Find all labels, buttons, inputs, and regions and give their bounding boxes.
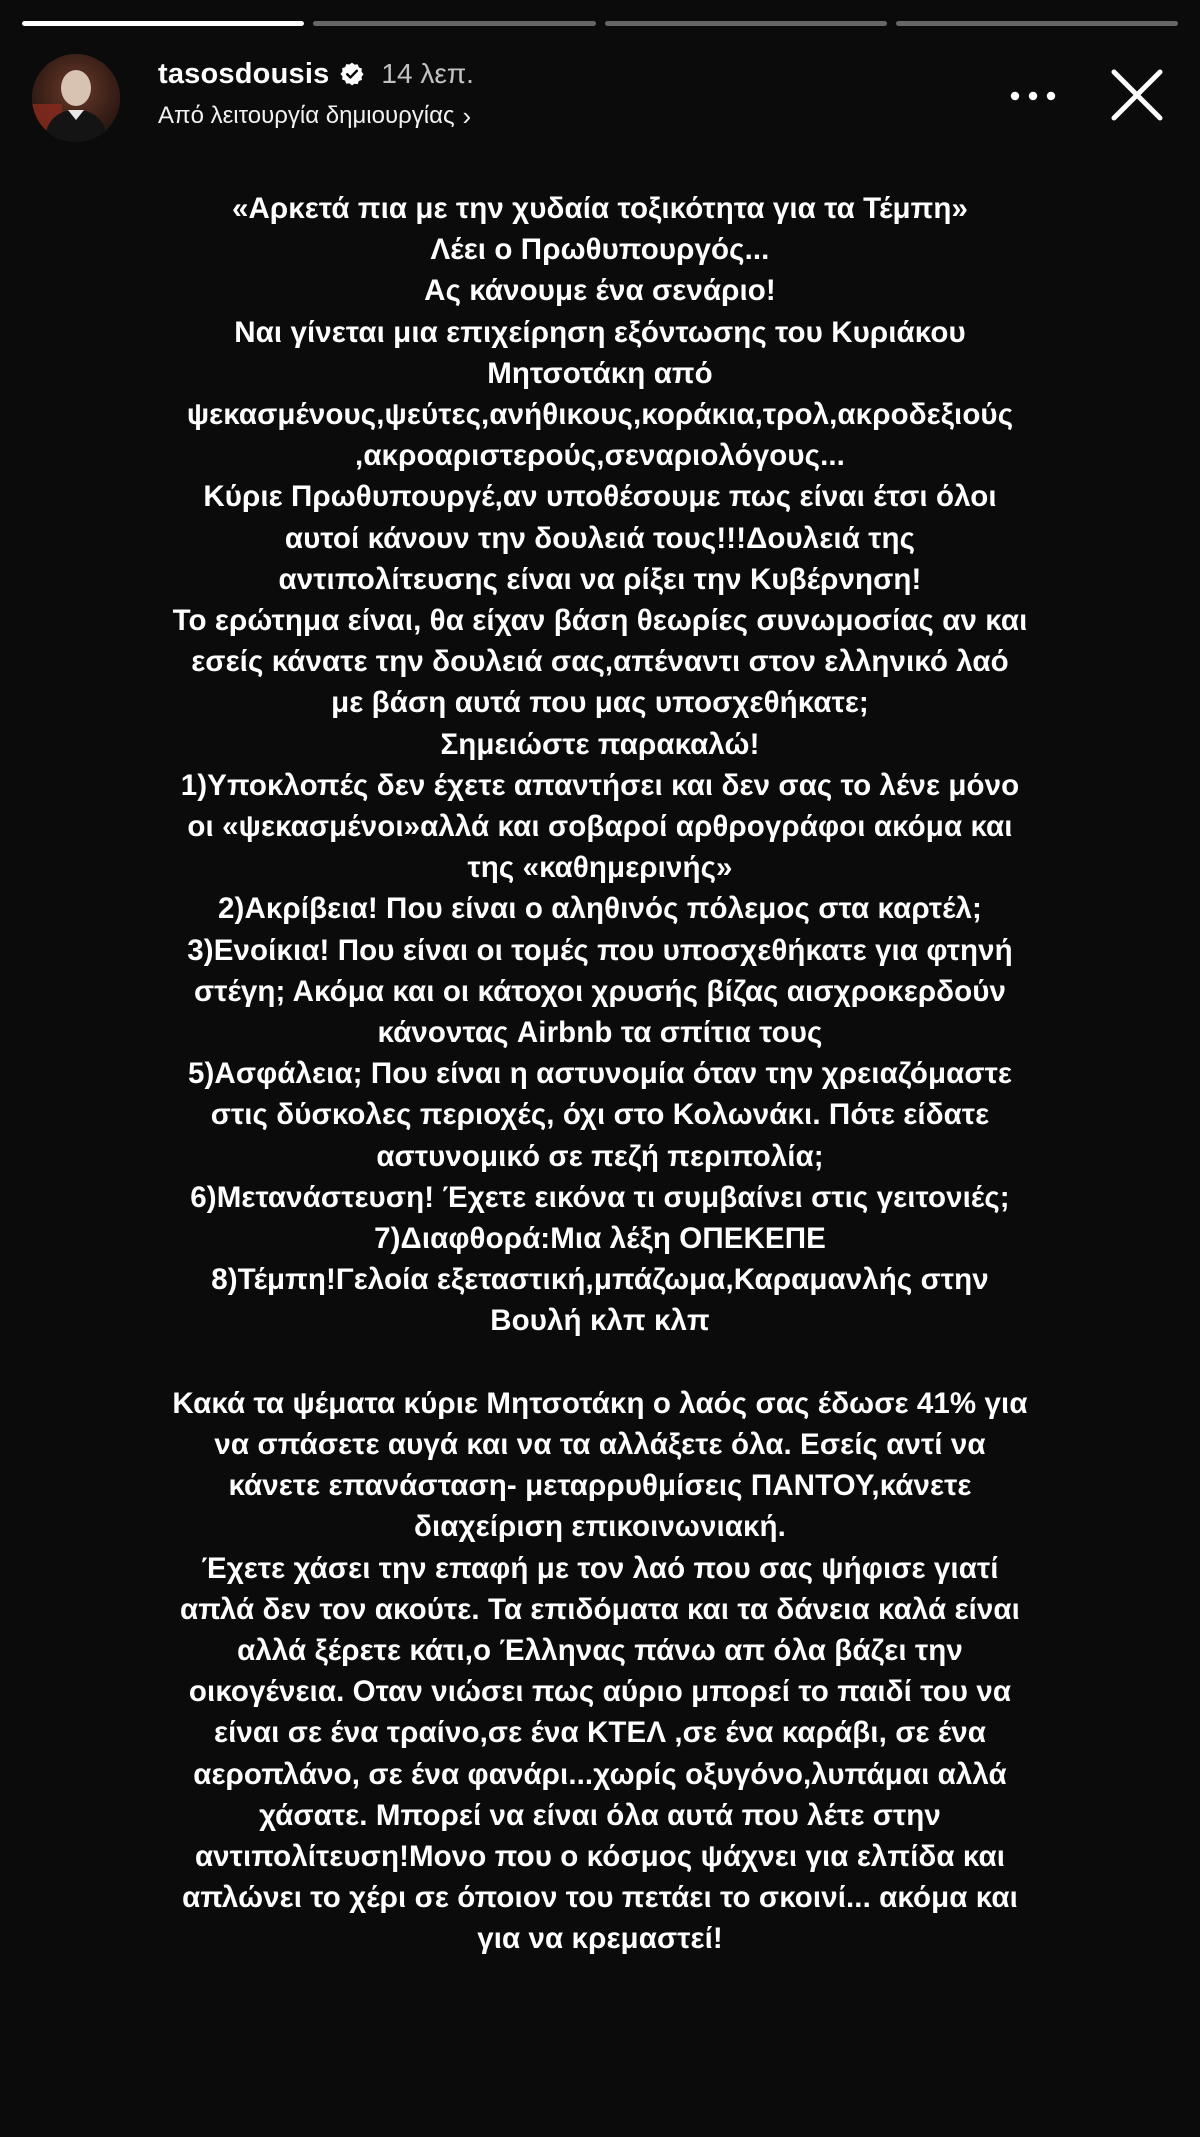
verified-badge-icon: [339, 61, 365, 87]
text-block-1: [70, 188, 1130, 1342]
more-horizontal-icon: [1010, 91, 1056, 101]
text-line: Βουλή κλπ κλπ: [490, 1304, 710, 1338]
text-line: στις δύσκολες περιοχές, όχι στο Κολωνάκι. Πότε είδατε: [210, 1098, 990, 1132]
creator-mode-link[interactable]: [158, 102, 474, 130]
text-line: διαχείριση επικοινωνιακή.: [414, 1510, 786, 1544]
text-line: Έχετε χάσει την επαφή με τον λαό που σας ψήφισε γιατί: [201, 1551, 999, 1585]
text-line: αντιπολίτευση!Μονο που ο κόσμος ψάχνει για ελπίδα και: [194, 1839, 1006, 1873]
close-button[interactable]: [1104, 62, 1170, 128]
paragraph-spacer: [70, 1342, 1130, 1383]
username[interactable]: tasosdousis: [158, 57, 330, 90]
text-line: 6)Μετανάστευση! Έχετε εικόνα τι συμβαίνει στις γειτονιές;: [190, 1180, 1010, 1214]
progress-segment: [22, 21, 304, 26]
text-line: χάσατε. Μπορεί να είναι όλα αυτά που λέτε στην: [259, 1798, 941, 1832]
story-progress-bar: [22, 21, 1178, 26]
chevron-right-icon: ›: [462, 101, 472, 131]
text-line: Σημειώστε παρακαλώ!: [440, 727, 760, 761]
text-line: απλώνει το χέρι σε όποιον του πετάει το σκοινί... ακόμα και: [182, 1881, 1018, 1915]
text-line: αυτοί κάνουν την δουλειά τους!!!Δουλειά της: [284, 521, 916, 555]
story-header: [32, 50, 1178, 140]
text-line: Ας κάνουμε ένα σενάριο!: [424, 274, 776, 308]
text-line: οι «ψεκασμένοι»αλλά και σοβαροί αρθρογράφοι ακόμα και: [187, 810, 1013, 844]
text-line: ψεκασμένους,ψεύτες,ανήθικους,κοράκια,τρολ,ακροδεξιούς: [186, 398, 1014, 432]
time-ago: 14 λεπ.: [381, 58, 474, 89]
text-line: απλά δεν τον ακούτε. Τα επιδόματα και τα δάνεια καλά είναι: [180, 1592, 1020, 1626]
text-line: «Αρκετά πια με την χυδαία τοξικότητα για τα Τέμπη»: [232, 192, 968, 225]
text-line: Μητσοτάκη από: [487, 356, 713, 390]
progress-segment: [313, 21, 595, 26]
text-line: 5)Ασφάλεια; Που είναι η αστυνομία όταν την χρειαζόμαστε: [187, 1057, 1012, 1091]
close-icon: [1104, 62, 1170, 128]
text-line: Κακά τα ψέματα κύριε Μητσοτάκη ο λαός σας έδωσε 41% για: [172, 1386, 1028, 1420]
text-line: οικογένεια. Οταν νιώσει πως αύριο μπορεί το παιδί του να: [188, 1675, 1012, 1709]
text-line: 7)Διαφθορά:Μια λέξη ΟΠΕΚΕΠΕ: [374, 1222, 826, 1256]
text-line: αντιπολίτευσης είναι να ρίξει την Κυβέρνηση!: [278, 562, 922, 596]
user-info: [158, 54, 474, 130]
more-options-button[interactable]: [1003, 78, 1063, 114]
text-line: κάνοντας Airbnb τα σπίτια τους: [377, 1016, 823, 1050]
text-line: 8)Τέμπη!Γελοία εξεταστική,μπάζωμα,Καραμανλής στην: [211, 1263, 989, 1297]
text-line: Ναι γίνεται μια επιχείρηση εξόντωσης του Κυριάκου: [234, 315, 966, 349]
text-line: 2)Ακρίβεια! Που είναι ο αληθινός πόλεμος στα καρτέλ;: [218, 892, 982, 926]
text-line: Κύριε Πρωθυπουργέ,αν υποθέσουμε πως είναι έτσι όλοι: [203, 480, 997, 514]
text-block-2: [70, 1383, 1130, 1960]
text-line: να σπάσετε αυγά και να τα αλλάξετε όλα. Εσείς αντί να: [214, 1427, 986, 1461]
story-text-content: [70, 188, 1130, 1960]
text-line: με βάση αυτά που μας υποσχεθήκατε;: [331, 686, 869, 720]
text-line: αεροπλάνο, σε ένα φανάρι...χωρίς οξυγόνο,λυπάμαι αλλά: [193, 1757, 1007, 1791]
text-line: της «καθημερινής»: [467, 851, 733, 885]
text-line: για να κρεμαστεί!: [477, 1922, 723, 1956]
text-line: Λέει ο Πρωθυπουργός...: [430, 233, 770, 267]
text-line: 1)Υποκλοπές δεν έχετε απαντήσει και δεν σας το λένε μόνο: [180, 768, 1020, 802]
text-line: αστυνομικό σε πεζή περιπολία;: [376, 1139, 824, 1173]
text-line: αλλά ξέρετε κάτι,ο Έλληνας πάνω απ όλα βάζει την: [237, 1633, 963, 1667]
avatar[interactable]: [32, 54, 120, 142]
progress-segment: [896, 21, 1178, 26]
text-line: εσείς κάνατε την δουλειά σας,απέναντι στον ελληνικό λαό: [191, 645, 1009, 679]
text-line: στέγη; Ακόμα και οι κάτοχοι χρυσής βίζας αισχροκερδούν: [193, 974, 1007, 1008]
progress-fill: [22, 21, 304, 26]
text-line: είναι σε ένα τραίνο,σε ένα ΚΤΕΛ ,σε ένα καράβι, σε ένα: [213, 1716, 987, 1750]
text-line: 3)Ενοίκια! Που είναι οι τομές που υποσχεθήκατε για φτηνή: [187, 933, 1013, 967]
text-line: κάνετε επανάσταση- μεταρρυθμίσεις ΠΑΝΤΟΥ,κάνετε: [228, 1469, 972, 1503]
subtitle-label: Από λειτουργία δημιουργίας: [158, 102, 455, 129]
progress-segment: [605, 21, 887, 26]
text-line: ,ακροαριστερούς,σεναριολόγους...: [355, 439, 845, 473]
text-line: Το ερώτημα είναι, θα είχαν βάση θεωρίες συνωμοσίας αν και: [172, 604, 1028, 638]
